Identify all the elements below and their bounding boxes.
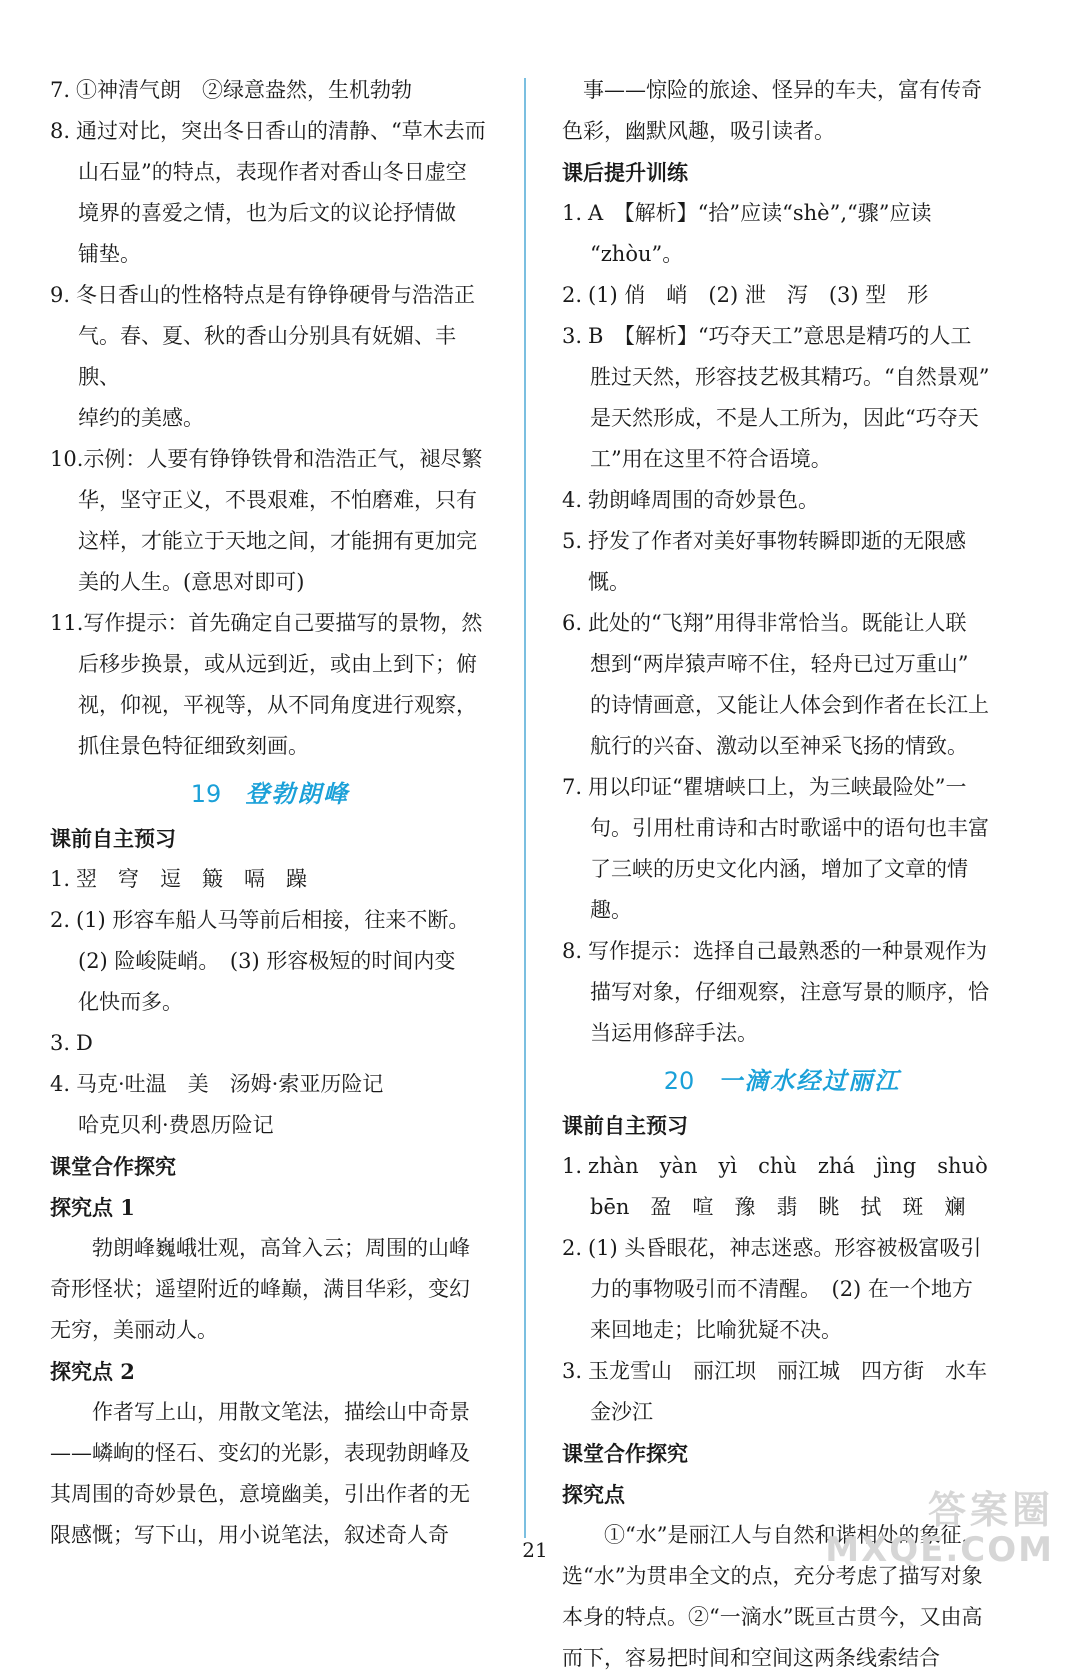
answer-line: 化快而多。: [78, 990, 183, 1014]
answer-line: 华，坚守正义，不畏艰难，不怕磨难，只有: [78, 488, 477, 512]
exercise-item-6: 6. 此处的“飞翔”用得非常恰当。既能让人联: [562, 611, 967, 635]
paragraph: 勃朗峰巍峨壮观，高耸入云；周围的山峰奇形怪状；遥望附近的峰巅，满目华彩，变幻无穷，美丽动人。: [50, 1236, 470, 1342]
answer-line: 描写对象，仔细观察，注意写景的顺序，恰: [590, 980, 989, 1004]
section-heading: 课堂合作探究: [50, 1154, 176, 1179]
exercise-item-3: 3. B 【解析】“巧夺天工”意思是精巧的人工: [562, 324, 972, 348]
preview-item-2: 2. (1) 形容车船人马等前后相接，往来不断。: [50, 908, 470, 932]
answer-line: 力的事物吸引而不清醒。 (2) 在一个地方: [590, 1277, 973, 1301]
preview-item-1: 1. zhàn yàn yì chù zhá jìng shuò: [562, 1154, 988, 1178]
watermark-line: 答案圈: [927, 1488, 1054, 1532]
answer-line: 气。春、夏、秋的香山分别具有妩媚、丰腴、: [78, 324, 456, 389]
answer-line: 想到“两岸猿声啼不住，轻舟已过万重山”: [590, 652, 969, 676]
exercise-item-4: 4. 勃朗峰周围的奇妙景色。: [562, 488, 819, 512]
subsection-heading: 探究点 2: [50, 1359, 135, 1384]
preview-item-3: 3. D: [50, 1031, 93, 1055]
page-number: 21: [522, 1538, 548, 1562]
preview-item-1: 1. 翌 穹 逗 簸 嗝 躁: [50, 867, 307, 891]
subsection-heading: 探究点: [562, 1482, 625, 1507]
right-column: [562, 70, 1002, 1679]
answer-line: 工”用在这里不符合语境。: [590, 447, 832, 471]
answer-line: 后移步换景，或从远到近，或由上到下；俯: [78, 652, 477, 676]
answer-line: 境界的喜爱之情，也为后文的议论抒情做: [78, 201, 456, 225]
section-heading: 课后提升训练: [562, 160, 688, 185]
answer-line: 山石显”的特点，表现作者对香山冬日虚空: [78, 160, 467, 184]
answer-line: 来回地走；比喻犹疑不决。: [590, 1318, 842, 1342]
answer-line: “zhòu”。: [590, 242, 684, 266]
answer-line: 抓住景色特征细致刻画。: [78, 734, 309, 758]
exercise-item-2: 2. (1) 俏 峭 (2) 泄 泻 (3) 型 形: [562, 283, 929, 307]
preview-item-2: 2. (1) 头昏眼花，神志迷惑。形容被极富吸引: [562, 1236, 982, 1260]
answer-line: 的诗情画意，又能让人体会到作者在长江上: [590, 693, 989, 717]
paragraph: ①“水”是丽江人与自然和谐相处的象征，选“水”为贯串全文的点，充分考虑了描写对象本身的特点。②“一滴水”既亘古贯今，又由高而下，容易把时间和空间这两条线索结合: [562, 1523, 983, 1670]
preview-item-4: 4. 马克·吐温 美 汤姆·索亚历险记: [50, 1072, 384, 1096]
answer-line: 航行的兴奋、激动以至神采飞扬的情致。: [590, 734, 968, 758]
lesson-title-19: 19 登勃朗峰: [190, 779, 350, 808]
answer-line: 哈克贝利·费恩历险记: [78, 1113, 274, 1137]
paragraph: 作者写上山，用散文笔法，描绘山中奇景——嶙峋的怪石、变幻的光影，表现勃朗峰及其周围的奇妙景色，意境幽美，引出作者的无限感慨；写下山，用小说笔法，叙述奇人奇: [50, 1400, 470, 1547]
exercise-item-7: 7. 用以印证“瞿塘峡口上，为三峡最险处”一: [562, 775, 967, 799]
answer-line: 是天然形成，不是人工所为，因此“巧夺天: [590, 406, 979, 430]
exercise-item-1: 1. A 【解析】“拾”应读“shè”,“骤”应读: [562, 201, 932, 225]
section-heading: 课前自主预习: [562, 1113, 688, 1138]
answer-item-9: 9. 冬日香山的性格特点是有铮铮硬骨与浩浩正: [50, 283, 475, 307]
preview-item-3: 3. 玉龙雪山 丽江坝 丽江城 四方街 水车: [562, 1359, 987, 1383]
answer-line: 铺垫。: [78, 242, 141, 266]
answer-line: bēn 盈 喧 豫 翡 眺 拭 斑 斓: [590, 1195, 966, 1219]
answer-line: 胜过天然，形容技艺极其精巧。“自然景观”: [590, 365, 990, 389]
subsection-heading: 探究点 1: [50, 1195, 135, 1220]
left-column: [50, 70, 490, 1556]
exercise-item-8: 8. 写作提示：选择自己最熟悉的一种景观作为: [562, 939, 987, 963]
answer-line: 视，仰视，平视等，从不同角度进行观察，: [78, 693, 477, 717]
answer-line: 了三峡的历史文化内涵，增加了文章的情趣。: [590, 857, 968, 922]
answer-item-8: 8. 通过对比，突出冬日香山的清静、“草木去而: [50, 119, 486, 143]
lesson-title-20: 20 一滴水经过丽江: [663, 1066, 901, 1095]
column-divider: [524, 78, 526, 1538]
section-heading: 课堂合作探究: [562, 1441, 688, 1466]
answer-line: 金沙江: [590, 1400, 653, 1424]
section-heading: 课前自主预习: [50, 826, 176, 851]
answer-item-10: 10. 示例：人要有铮铮铁骨和浩浩正气，褪尽繁: [50, 447, 483, 471]
answer-line: 美的人生。(意思对即可): [78, 570, 305, 594]
answer-line: 这样，才能立于天地之间，才能拥有更加完: [78, 529, 477, 553]
answer-item-7: 7. ①神清气朗 ②绿意盎然，生机勃勃: [50, 78, 412, 102]
answer-line: (2) 险峻陡峭。 (3) 形容极短的时间内变: [78, 949, 456, 973]
exercise-item-5: 5. 抒发了作者对美好事物转瞬即逝的无限感慨。: [562, 529, 966, 594]
paragraph-continued: 事——惊险的旅途、怪异的车夫，富有传奇色彩，幽默风趣，吸引读者。: [562, 78, 982, 143]
answer-line: 当运用修辞手法。: [590, 1021, 758, 1045]
watermark-logo: [825, 1490, 1054, 1570]
answer-line: 句。引用杜甫诗和古时歌谣中的语句也丰富: [590, 816, 989, 840]
answer-item-11: 11. 写作提示：首先确定自己要描写的景物，然: [50, 611, 483, 635]
answer-line: 绰约的美感。: [78, 406, 204, 430]
watermark-line: MXQE.COM: [825, 1530, 1054, 1570]
